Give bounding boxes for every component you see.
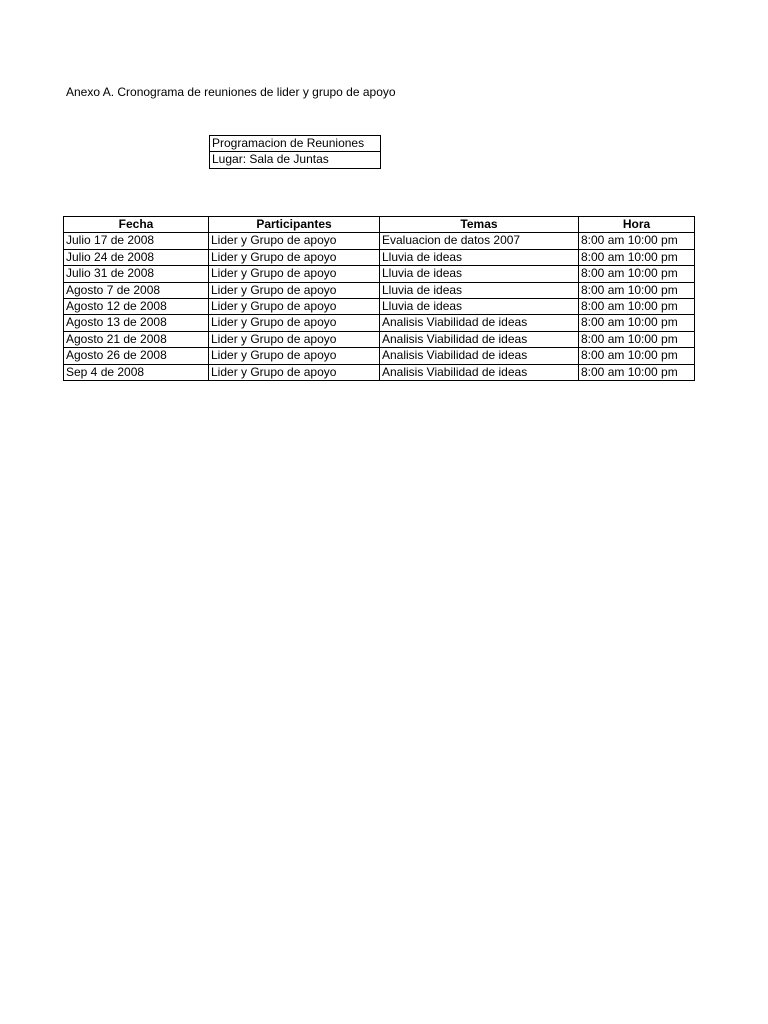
header-participantes: Participantes [209, 217, 380, 233]
cell-participantes: Lider y Grupo de apoyo [209, 282, 380, 298]
cell-temas: Lluvia de ideas [380, 249, 579, 265]
header-hora: Hora [579, 217, 695, 233]
cell-temas: Lluvia de ideas [380, 266, 579, 282]
cell-participantes: Lider y Grupo de apoyo [209, 299, 380, 315]
info-programacion: Programacion de Reuniones [210, 136, 381, 152]
cell-temas: Evaluacion de datos 2007 [380, 233, 579, 249]
cell-hora: 8:00 am 10:00 pm [579, 266, 695, 282]
cell-participantes: Lider y Grupo de apoyo [209, 331, 380, 347]
cell-participantes: Lider y Grupo de apoyo [209, 266, 380, 282]
table-row [64, 331, 695, 347]
meeting-info-table [209, 135, 381, 169]
table-row [64, 315, 695, 331]
cell-fecha: Julio 31 de 2008 [64, 266, 209, 282]
cell-hora: 8:00 am 10:00 pm [579, 299, 695, 315]
cell-hora: 8:00 am 10:00 pm [579, 233, 695, 249]
info-row [210, 136, 381, 152]
table-row [64, 364, 695, 380]
cell-participantes: Lider y Grupo de apoyo [209, 233, 380, 249]
cell-hora: 8:00 am 10:00 pm [579, 364, 695, 380]
cell-temas: Lluvia de ideas [380, 299, 579, 315]
info-row [210, 152, 381, 168]
cell-hora: 8:00 am 10:00 pm [579, 282, 695, 298]
table-row [64, 299, 695, 315]
cell-temas: Analisis Viabilidad de ideas [380, 331, 579, 347]
cell-fecha: Agosto 21 de 2008 [64, 331, 209, 347]
cell-hora: 8:00 am 10:00 pm [579, 331, 695, 347]
cell-fecha: Agosto 12 de 2008 [64, 299, 209, 315]
cell-hora: 8:00 am 10:00 pm [579, 315, 695, 331]
info-lugar: Lugar: Sala de Juntas [210, 152, 381, 168]
cell-temas: Analisis Viabilidad de ideas [380, 348, 579, 364]
header-fecha: Fecha [64, 217, 209, 233]
cell-fecha: Agosto 13 de 2008 [64, 315, 209, 331]
schedule-table [63, 216, 695, 381]
table-row [64, 233, 695, 249]
schedule-header-row [64, 217, 695, 233]
table-row [64, 282, 695, 298]
cell-participantes: Lider y Grupo de apoyo [209, 364, 380, 380]
cell-fecha: Julio 24 de 2008 [64, 249, 209, 265]
cell-fecha: Julio 17 de 2008 [64, 233, 209, 249]
cell-participantes: Lider y Grupo de apoyo [209, 348, 380, 364]
header-temas: Temas [380, 217, 579, 233]
document-title: Anexo A. Cronograma de reuniones de lider y grupo de apoyo [66, 85, 396, 99]
table-row [64, 266, 695, 282]
cell-temas: Analisis Viabilidad de ideas [380, 315, 579, 331]
cell-participantes: Lider y Grupo de apoyo [209, 315, 380, 331]
cell-temas: Analisis Viabilidad de ideas [380, 364, 579, 380]
cell-hora: 8:00 am 10:00 pm [579, 348, 695, 364]
table-row [64, 249, 695, 265]
cell-fecha: Agosto 26 de 2008 [64, 348, 209, 364]
cell-fecha: Agosto 7 de 2008 [64, 282, 209, 298]
cell-fecha: Sep 4 de 2008 [64, 364, 209, 380]
cell-hora: 8:00 am 10:00 pm [579, 249, 695, 265]
cell-participantes: Lider y Grupo de apoyo [209, 249, 380, 265]
cell-temas: Lluvia de ideas [380, 282, 579, 298]
table-row [64, 348, 695, 364]
